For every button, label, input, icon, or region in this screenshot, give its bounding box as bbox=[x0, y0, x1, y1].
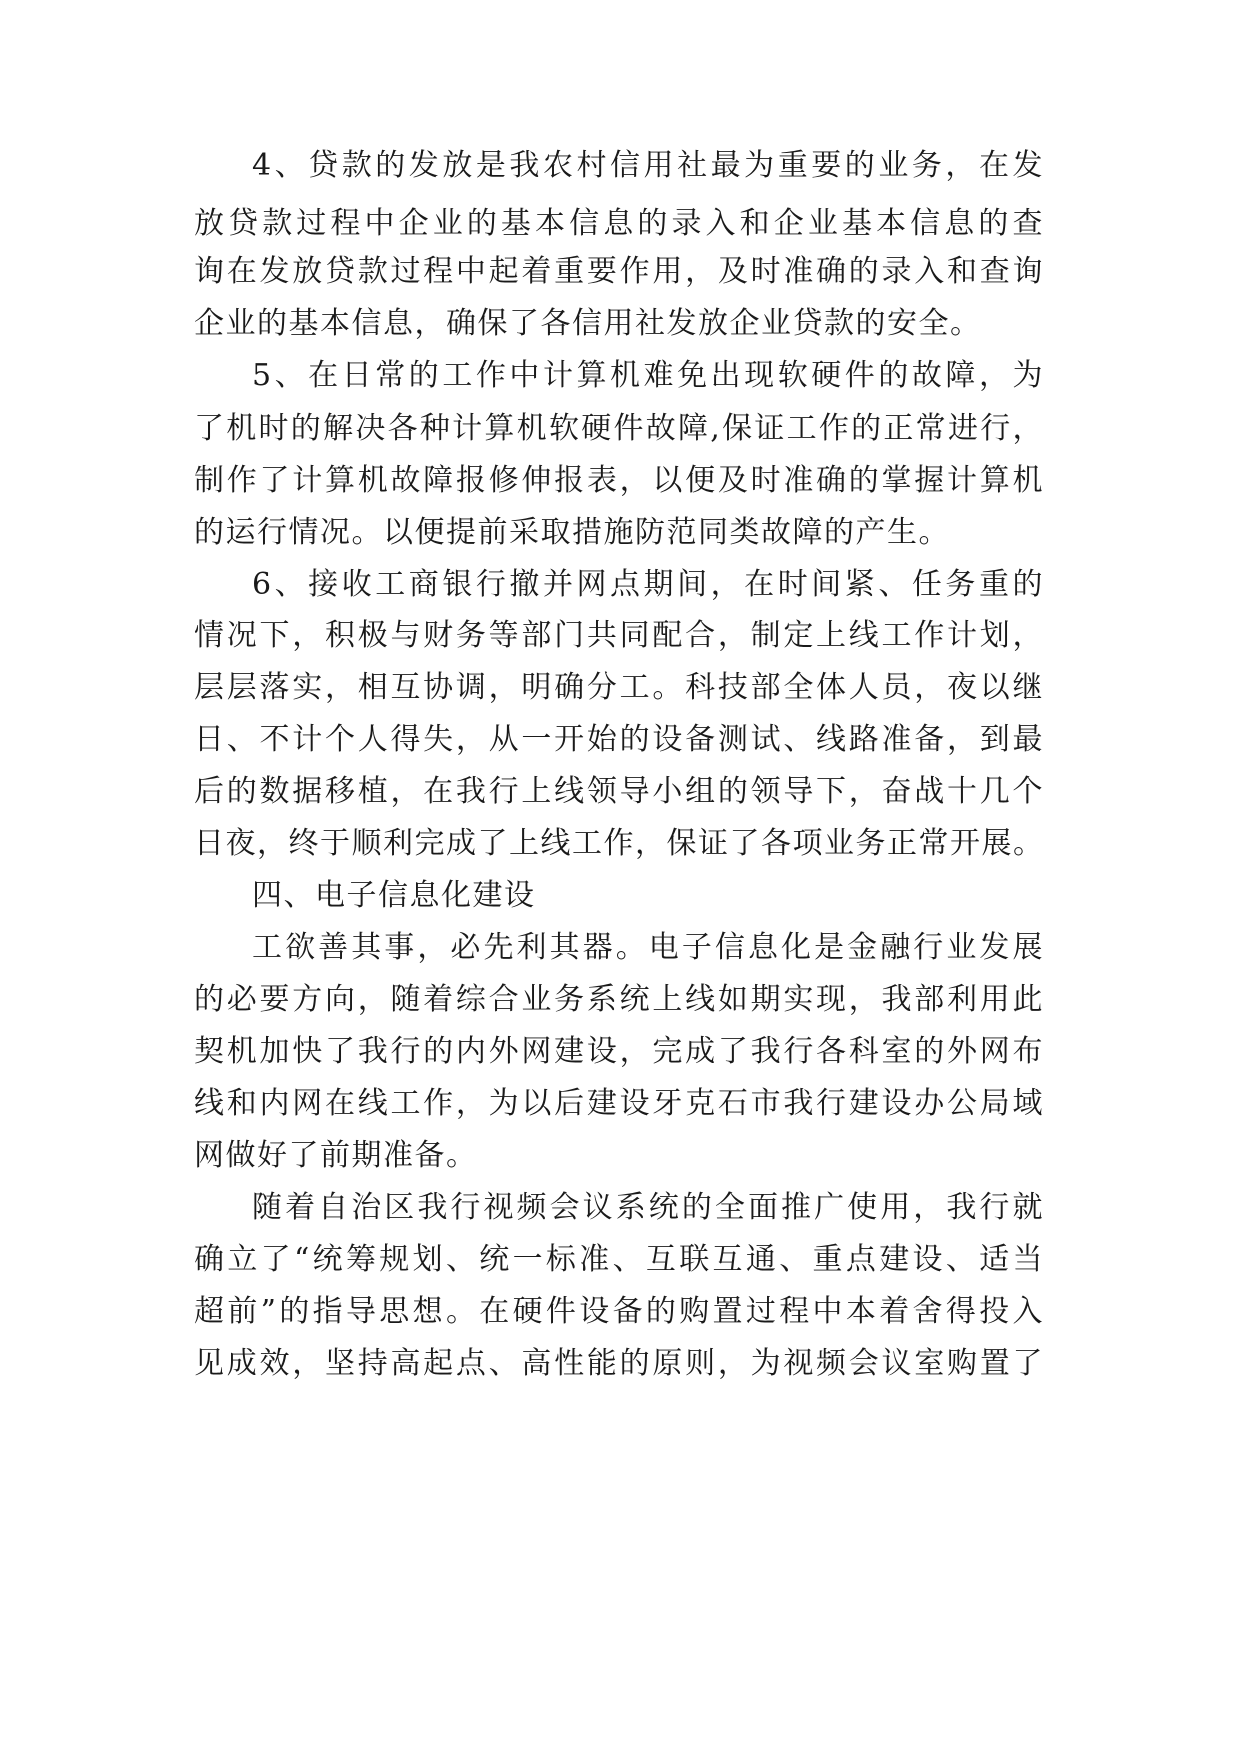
paragraph-6-line-2: 情况下，积极与财务等部门共同配合，制定上线工作计划， bbox=[194, 618, 1044, 653]
paragraph-6-line-3: 层层落实，相互协调，明确分工。科技部全体人员，夜以继 bbox=[194, 670, 1044, 705]
paragraph-8-line-4: 见成效，坚持高起点、高性能的原则，为视频会议室购置了 bbox=[194, 1346, 1044, 1381]
paragraph-7-line-4: 线和内网在线工作，为以后建设牙克石市我行建设办公局域 bbox=[194, 1086, 1044, 1121]
paragraph-7-line-2: 的必要方向，随着综合业务系统上线如期实现，我部利用此 bbox=[194, 982, 1044, 1017]
paragraph-8-line-1: 随着自治区我行视频会议系统的全面推广使用，我行就 bbox=[252, 1190, 1044, 1225]
paragraph-5-line-2: 了机时的解决各种计算机软硬件故障,保证工作的正常进行， bbox=[194, 411, 1044, 446]
paragraph-5-line-3: 制作了计算机故障报修伸报表，以便及时准确的掌握计算机 bbox=[194, 463, 1044, 498]
paragraph-8-line-3: 超前”的指导思想。在硬件设备的购置过程中本着舍得投入 bbox=[194, 1294, 1044, 1329]
section-heading-4: 四、电子信息化建设 bbox=[252, 878, 536, 913]
paragraph-5-line-1: 5、在日常的工作中计算机难免出现软硬件的故障，为 bbox=[252, 358, 1044, 393]
paragraph-5-line-4: 的运行情况。以便提前采取措施防范同类故障的产生。 bbox=[194, 515, 950, 550]
paragraph-8-line-2: 确立了“统筹规划、统一标准、互联互通、重点建设、适当 bbox=[194, 1242, 1044, 1277]
paragraph-7-line-3: 契机加快了我行的内外网建设，完成了我行各科室的外网布 bbox=[194, 1034, 1044, 1069]
paragraph-6-line-6: 日夜，终于顺利完成了上线工作，保证了各项业务正常开展。 bbox=[194, 826, 1045, 861]
paragraph-4-line-1: 4、贷款的发放是我农村信用社最为重要的业务，在发 bbox=[252, 148, 1044, 183]
paragraph-7-line-5: 网做好了前期准备。 bbox=[194, 1138, 478, 1173]
paragraph-4-line-4: 企业的基本信息，确保了各信用社发放企业贷款的安全。 bbox=[194, 306, 982, 341]
paragraph-7-line-1: 工欲善其事，必先利其器。电子信息化是金融行业发展 bbox=[252, 930, 1044, 965]
paragraph-6-line-1: 6、接收工商银行撤并网点期间，在时间紧、任务重的 bbox=[252, 567, 1044, 602]
paragraph-6-line-4: 日、不计个人得失，从一开始的设备测试、线路准备，到最 bbox=[194, 722, 1044, 757]
paragraph-6-line-5: 后的数据移植，在我行上线领导小组的领导下，奋战十几个 bbox=[194, 774, 1044, 809]
paragraph-4-line-2: 放贷款过程中企业的基本信息的录入和企业基本信息的查 bbox=[194, 206, 1044, 241]
paragraph-4-line-3: 询在发放贷款过程中起着重要作用，及时准确的录入和查询 bbox=[194, 254, 1044, 289]
